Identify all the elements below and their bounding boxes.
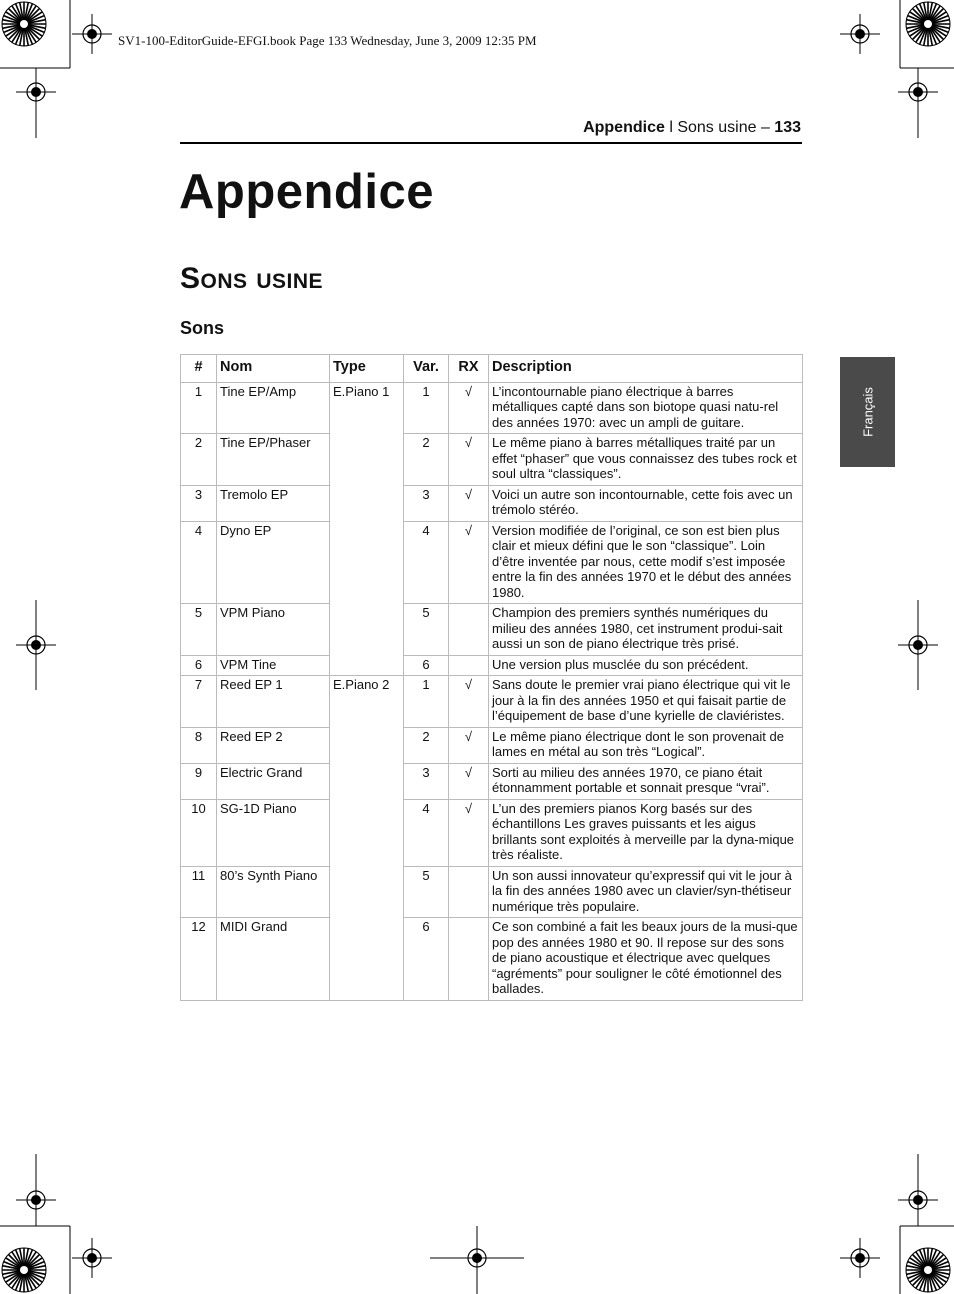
table-row: [181, 485, 803, 521]
cell-description: Voici un autre son incontournable, cette fois avec un trémolo stéréo.: [489, 485, 803, 521]
cell-num: 12: [181, 918, 217, 1001]
cell-rx: [449, 918, 489, 1001]
cell-var: 6: [404, 918, 449, 1001]
cell-description: L’incontournable piano électrique à barres métalliques capté dans son biotope quasi natu-rel des années 1970: avec un ampli de guitare.: [489, 382, 803, 434]
cell-nom: MIDI Grand: [217, 918, 330, 1001]
cell-var: 2: [404, 727, 449, 763]
cell-description: Sorti au milieu des années 1970, ce piano était étonnamment portable et sonnait presque “vrai”.: [489, 763, 803, 799]
header-type: Type: [330, 355, 404, 383]
table-row: [181, 763, 803, 799]
table-row: [181, 799, 803, 866]
cell-type: E.Piano 1: [330, 382, 404, 676]
language-tab-label: Français: [860, 387, 875, 437]
header-var: Var.: [404, 355, 449, 383]
cell-nom: Tremolo EP: [217, 485, 330, 521]
table-row: [181, 655, 803, 676]
running-header-separator: l: [664, 119, 678, 136]
page-title: Appendice: [179, 165, 434, 219]
cell-rx: [449, 655, 489, 676]
print-slug: SV1-100-EditorGuide-EFGI.book Page 133 Wednesday, June 3, 2009 12:35 PM: [118, 33, 537, 48]
cell-nom: Electric Grand: [217, 763, 330, 799]
header-rx: RX: [449, 355, 489, 383]
cell-num: 7: [181, 676, 217, 728]
header-num: #: [181, 355, 217, 383]
table-row: [181, 918, 803, 1001]
running-header: [583, 119, 801, 137]
cell-var: 5: [404, 604, 449, 656]
cell-description: Sans doute le premier vrai piano électrique qui vit le jour à la fin des années 1950 et qui faisait partie de l’équipement de base d’une kyrielle de claviéristes.: [489, 676, 803, 728]
cell-nom: Tine EP/Amp: [217, 382, 330, 434]
cell-nom: Tine EP/Phaser: [217, 434, 330, 486]
cell-num: 1: [181, 382, 217, 434]
cell-description: Un son aussi innovateur qu’expressif qui vit le jour à la fin des années 1980 avec un clavier/syn-thétiseur numérique très populaire.: [489, 866, 803, 918]
cell-rx: [449, 604, 489, 656]
cell-var: 2: [404, 434, 449, 486]
cell-description: Ce son combiné a fait les beaux jours de la musi-que pop des années 1980 et 90. Il repose sur des sons de piano acoustique et électrique avec quelques “agréments” pour souligner le côté émotionnel des ballades.: [489, 918, 803, 1001]
cell-var: 3: [404, 485, 449, 521]
cell-num: 8: [181, 727, 217, 763]
running-header-dash: –: [756, 119, 775, 136]
language-tab: [840, 357, 895, 467]
cell-num: 6: [181, 655, 217, 676]
cell-var: 1: [404, 382, 449, 434]
table-row: [181, 866, 803, 918]
cell-nom: SG-1D Piano: [217, 799, 330, 866]
table-row: [181, 604, 803, 656]
cell-var: 6: [404, 655, 449, 676]
cell-description: Le même piano électrique dont le son provenait de lames en métal au son très “Logical”.: [489, 727, 803, 763]
cell-num: 3: [181, 485, 217, 521]
page-number: 133: [774, 119, 801, 136]
cell-nom: VPM Tine: [217, 655, 330, 676]
running-header-subsection: Sons usine: [677, 119, 757, 136]
cell-var: 4: [404, 521, 449, 604]
cell-nom: Dyno EP: [217, 521, 330, 604]
cell-rx: √: [449, 727, 489, 763]
header-nom: Nom: [217, 355, 330, 383]
table-row: [181, 676, 803, 728]
cell-description: Le même piano à barres métalliques traité par un effet “phaser” que vous connaissez des tubes rock et soul ultra “classiques”.: [489, 434, 803, 486]
cell-rx: √: [449, 676, 489, 728]
table-row: [181, 434, 803, 486]
cell-rx: √: [449, 799, 489, 866]
cell-rx: √: [449, 485, 489, 521]
cell-num: 4: [181, 521, 217, 604]
header-description: Description: [489, 355, 803, 383]
cell-description: Champion des premiers synthés numériques du milieu des années 1980, cet instrument produi-sait aussi un son de piano électrique très prisé.: [489, 604, 803, 656]
cell-num: 10: [181, 799, 217, 866]
cell-nom: VPM Piano: [217, 604, 330, 656]
cell-var: 5: [404, 866, 449, 918]
cell-var: 4: [404, 799, 449, 866]
cell-rx: √: [449, 763, 489, 799]
table-row: [181, 727, 803, 763]
cell-num: 11: [181, 866, 217, 918]
sounds-table: [180, 354, 803, 1001]
cell-rx: √: [449, 521, 489, 604]
cell-nom: Reed EP 2: [217, 727, 330, 763]
table-row: [181, 382, 803, 434]
cell-description: Version modifiée de l’original, ce son est bien plus clair et mieux défini que le son “classique”. Loin d’être inventée par nous, cette modif s’est imposée entre la fin des années 1970 et le début des années 1980.: [489, 521, 803, 604]
subsection-title: Sons: [180, 318, 225, 338]
table-header-row: [181, 355, 803, 383]
cell-nom: Reed EP 1: [217, 676, 330, 728]
cell-rx: √: [449, 382, 489, 434]
cell-type: E.Piano 2: [330, 676, 404, 1001]
running-header-section: Appendice: [583, 119, 665, 136]
cell-rx: √: [449, 434, 489, 486]
cell-nom: 80’s Synth Piano: [217, 866, 330, 918]
cell-description: L’un des premiers pianos Korg basés sur des échantillons Les graves puissants et les aigus brillants sont exploités à merveille par la dyna-mique très réaliste.: [489, 799, 803, 866]
cell-num: 2: [181, 434, 217, 486]
cell-rx: [449, 866, 489, 918]
cell-num: 5: [181, 604, 217, 656]
table-row: [181, 521, 803, 604]
section-title: Sons usine: [180, 262, 324, 295]
cell-description: Une version plus musclée du son précédent.: [489, 655, 803, 676]
cell-num: 9: [181, 763, 217, 799]
header-rule: [180, 142, 802, 144]
cell-var: 3: [404, 763, 449, 799]
cell-var: 1: [404, 676, 449, 728]
